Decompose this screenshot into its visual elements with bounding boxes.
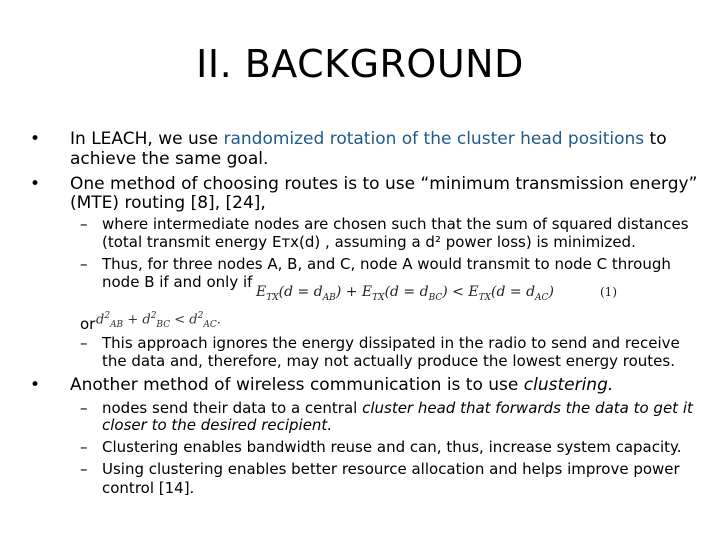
sub-bullet-2-line-1: Thus, for three nodes A, B, and C, node A would transmit to node C through [102, 255, 671, 273]
bullet-1-text-after: to [644, 129, 667, 149]
sub-bullet-2-line-2: node B if and only if [102, 273, 253, 291]
bullet-dot: • [30, 129, 41, 149]
sub-bullet-dash: – [80, 399, 88, 417]
sub-bullet-dash: – [80, 438, 88, 456]
equation-number: (1) [600, 285, 617, 299]
sub-bullet-6-line-1: Using clustering enables better resource allocation and helps improve power [102, 460, 680, 478]
sub-bullet-4-line-1 [102, 399, 693, 417]
bullet-1-line-1 [70, 129, 667, 149]
sub-bullet-6-line-2: control [14]. [102, 479, 195, 497]
bullet-1-text-before: In LEACH, we use [70, 129, 224, 149]
sub-bullet-dash: – [80, 215, 88, 233]
sub-bullet-3-line-1: This approach ignores the energy dissipated in the radio to send and receive [102, 334, 680, 352]
sub-bullet-4-italic-2: closer to the desired recipient. [102, 416, 333, 434]
sub-bullet-dash: – [80, 460, 88, 478]
formula-2: $d^2_{AB} + d^2_{BC} < d^2_{AC}$. [96, 311, 221, 330]
bullet-dot: • [30, 375, 41, 395]
slide-title: II. BACKGROUND [196, 42, 524, 86]
sub-bullet-4-line-2 [102, 416, 332, 434]
sub-bullet-3-line-2: the data and, therefore, may not actually produce the lowest energy routes. [102, 352, 675, 370]
sub-bullet-1-line-2: (total transmit energy Eтx(d) , assuming a d² power loss) is minimized. [102, 233, 636, 251]
or-label: or [80, 315, 96, 333]
sub-bullet-4-text: nodes send their data to a central [102, 399, 363, 417]
sub-bullet-5-line-1: Clustering enables bandwidth reuse and can, thus, increase system capacity. [102, 438, 682, 456]
bullet-dot: • [30, 174, 41, 194]
formula-1: $E_{TX}(d = d_{AB}) + E_{TX}(d = d_{BC}) < E_{TX}(d = d_{AC})$ [256, 284, 554, 303]
bullet-1-highlight: randomized rotation of the cluster head positions [223, 129, 645, 149]
bullet-2-line-2: (MTE) routing [8], [24], [70, 193, 266, 213]
sub-bullet-4-italic-1: cluster head that forwards the data to get it [362, 399, 693, 417]
bullet-2-line-1: One method of choosing routes is to use “minimum transmission energy” [70, 174, 698, 194]
bullet-1-line-2: achieve the same goal. [70, 149, 269, 169]
sub-bullet-1-line-1: where intermediate nodes are chosen such that the sum of squared distances [102, 215, 689, 233]
sub-bullet-dash: – [80, 334, 88, 352]
sub-bullet-dash: – [80, 255, 88, 273]
bullet-3-italic: clustering. [523, 375, 614, 395]
bullet-3-text: Another method of wireless communication is to use [70, 375, 524, 395]
bullet-3-line-1 [70, 375, 613, 395]
